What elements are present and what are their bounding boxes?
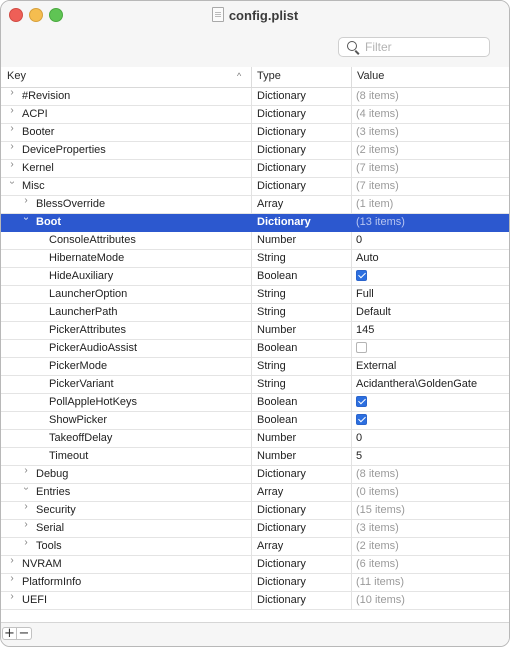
row-value[interactable]: (6 items) [356, 558, 399, 570]
row-key[interactable]: DeviceProperties [22, 144, 106, 156]
table-row[interactable] [1, 340, 509, 358]
checkbox-checked[interactable] [356, 396, 367, 407]
table-row[interactable] [1, 592, 509, 610]
table-row[interactable] [1, 394, 509, 412]
row-key[interactable]: Booter [22, 126, 55, 138]
column-divider [251, 394, 252, 412]
window-title: config.plist [228, 8, 299, 23]
column-header-value[interactable]: Value [357, 70, 385, 82]
column-divider [351, 160, 352, 178]
table-row[interactable] [1, 268, 509, 286]
row-type[interactable]: Number [257, 450, 297, 462]
row-value[interactable]: (2 items) [356, 540, 399, 552]
table-row[interactable] [1, 142, 509, 160]
row-value[interactable]: (4 items) [356, 108, 399, 120]
window-title-wrap [1, 7, 509, 23]
table-row[interactable] [1, 250, 509, 268]
row-key[interactable]: LauncherOption [49, 288, 128, 300]
document-icon [212, 7, 224, 22]
row-type[interactable]: String [257, 252, 286, 264]
table-row[interactable] [1, 538, 509, 556]
column-divider [251, 430, 252, 448]
row-type[interactable]: Array [257, 486, 284, 498]
table-header [1, 67, 509, 88]
column-divider [251, 304, 252, 322]
column-divider [251, 502, 252, 520]
column-divider [351, 196, 352, 214]
column-divider [351, 502, 352, 520]
disclosure-collapsed-icon[interactable]: › [10, 591, 14, 602]
column-header-type[interactable]: Type [257, 70, 281, 82]
row-value[interactable]: (0 items) [356, 486, 399, 498]
row-value[interactable]: (7 items) [356, 180, 399, 192]
row-value[interactable]: 0 [356, 432, 363, 444]
column-divider [351, 232, 352, 250]
row-key[interactable]: Entries [36, 486, 71, 498]
table-row[interactable] [1, 106, 509, 124]
plist-table [1, 67, 509, 622]
row-type[interactable]: Boolean [257, 414, 298, 426]
row-type[interactable]: Number [257, 234, 297, 246]
column-divider [251, 484, 252, 502]
row-key[interactable]: UEFI [22, 594, 48, 606]
row-type[interactable]: Dictionary [257, 522, 306, 534]
row-value[interactable]: 5 [356, 450, 363, 462]
disclosure-collapsed-icon[interactable]: › [24, 195, 28, 206]
checkbox-checked[interactable] [356, 270, 367, 281]
bottom-bar [1, 622, 509, 647]
row-key[interactable]: HideAuxiliary [49, 270, 114, 282]
row-value[interactable]: (3 items) [356, 522, 399, 534]
column-divider [251, 160, 252, 178]
row-type[interactable]: Dictionary [257, 126, 306, 138]
column-divider [251, 178, 252, 196]
column-divider [251, 124, 252, 142]
row-key[interactable]: ConsoleAttributes [49, 234, 136, 246]
toolbar [1, 29, 509, 68]
row-key[interactable]: NVRAM [22, 558, 62, 570]
row-value[interactable]: (8 items) [356, 90, 399, 102]
column-divider [251, 538, 252, 556]
table-row[interactable] [1, 376, 509, 394]
checkbox-checked[interactable] [356, 414, 367, 425]
row-key[interactable]: Misc [22, 180, 45, 192]
column-divider [251, 196, 252, 214]
row-key[interactable]: PickerMode [49, 360, 108, 372]
checkbox-unchecked[interactable] [356, 342, 367, 353]
table-row[interactable] [1, 160, 509, 178]
sort-ascending-icon[interactable]: ^ [237, 71, 242, 81]
row-key[interactable]: Boot [36, 216, 62, 228]
disclosure-expanded-icon[interactable]: › [20, 216, 32, 221]
row-type[interactable]: String [257, 360, 286, 372]
column-divider [351, 574, 352, 592]
disclosure-collapsed-icon[interactable]: › [10, 141, 14, 152]
table-rows [1, 88, 509, 610]
disclosure-collapsed-icon[interactable]: › [24, 537, 28, 548]
column-divider [351, 538, 352, 556]
column-divider [251, 250, 252, 268]
table-row[interactable] [1, 556, 509, 574]
column-divider [351, 124, 352, 142]
column-divider [251, 592, 252, 610]
column-divider [251, 268, 252, 286]
row-key[interactable]: Serial [36, 522, 65, 534]
table-row[interactable] [1, 574, 509, 592]
disclosure-collapsed-icon[interactable]: › [24, 465, 28, 476]
column-divider [251, 214, 252, 232]
table-row[interactable] [1, 124, 509, 142]
title-bar [1, 1, 509, 29]
column-divider [251, 574, 252, 592]
disclosure-collapsed-icon[interactable]: › [24, 519, 28, 530]
column-divider [351, 178, 352, 196]
row-value[interactable]: (11 items) [356, 576, 405, 588]
table-row[interactable] [1, 448, 509, 466]
remove-item-button[interactable]: − [17, 627, 32, 640]
column-divider [351, 448, 352, 466]
column-divider [251, 322, 252, 340]
row-value[interactable]: (15 items) [356, 504, 405, 516]
table-row[interactable] [1, 286, 509, 304]
column-divider [351, 484, 352, 502]
row-type[interactable]: Dictionary [257, 216, 311, 228]
search-field[interactable] [338, 37, 490, 57]
disclosure-collapsed-icon[interactable]: › [10, 105, 14, 116]
table-row[interactable] [1, 412, 509, 430]
column-divider [351, 358, 352, 376]
row-type[interactable]: Dictionary [257, 468, 306, 480]
row-type[interactable]: String [257, 306, 286, 318]
column-divider [251, 358, 252, 376]
column-divider [351, 340, 352, 358]
column-divider [251, 466, 252, 484]
disclosure-collapsed-icon[interactable]: › [10, 159, 14, 170]
row-key[interactable]: Debug [36, 468, 69, 480]
table-row[interactable] [1, 196, 509, 214]
row-key[interactable]: HibernateMode [49, 252, 125, 264]
column-divider [351, 592, 352, 610]
row-key[interactable]: Tools [36, 540, 62, 552]
table-row[interactable] [1, 322, 509, 340]
search-icon [347, 41, 357, 51]
row-value[interactable]: External [356, 360, 397, 372]
row-value[interactable]: (2 items) [356, 144, 399, 156]
column-divider [351, 520, 352, 538]
row-value[interactable]: Full [356, 288, 374, 300]
column-divider[interactable] [251, 67, 252, 87]
row-key[interactable]: PollAppleHotKeys [49, 396, 138, 408]
table-row[interactable] [1, 484, 509, 502]
column-divider [351, 268, 352, 286]
row-key[interactable]: TakeoffDelay [49, 432, 113, 444]
column-divider [351, 142, 352, 160]
row-key[interactable]: PickerVariant [49, 378, 114, 390]
table-row[interactable] [1, 304, 509, 322]
column-divider [251, 376, 252, 394]
disclosure-collapsed-icon[interactable]: › [10, 555, 14, 566]
column-divider [251, 340, 252, 358]
row-type[interactable]: Dictionary [257, 144, 306, 156]
row-key[interactable]: PickerAttributes [49, 324, 127, 336]
table-row[interactable] [1, 358, 509, 376]
row-key[interactable]: PickerAudioAssist [49, 342, 138, 354]
row-value[interactable]: Auto [356, 252, 379, 264]
table-row[interactable] [1, 466, 509, 484]
row-type[interactable]: Boolean [257, 396, 298, 408]
table-row[interactable] [1, 214, 509, 232]
row-key[interactable]: BlessOverride [36, 198, 106, 210]
row-value[interactable] [356, 414, 506, 428]
disclosure-collapsed-icon[interactable]: › [10, 87, 14, 98]
column-divider [251, 88, 252, 106]
row-key[interactable]: #Revision [22, 90, 71, 102]
row-type[interactable]: Number [257, 324, 297, 336]
table-row[interactable] [1, 232, 509, 250]
add-item-button[interactable]: + [2, 627, 17, 640]
filter-input[interactable] [365, 39, 483, 54]
row-value[interactable]: 145 [356, 324, 375, 336]
row-type[interactable]: Dictionary [257, 594, 306, 606]
row-type[interactable]: Boolean [257, 342, 298, 354]
row-value[interactable]: (10 items) [356, 594, 405, 606]
row-value[interactable]: 0 [356, 234, 363, 246]
column-header-key[interactable]: Key [7, 70, 26, 82]
row-value[interactable]: (3 items) [356, 126, 399, 138]
row-key[interactable]: Kernel [22, 162, 54, 174]
column-divider [251, 232, 252, 250]
column-divider [251, 448, 252, 466]
table-row[interactable] [1, 520, 509, 538]
row-key[interactable]: PlatformInfo [22, 576, 82, 588]
column-divider [351, 106, 352, 124]
table-row[interactable] [1, 430, 509, 448]
row-value[interactable]: (7 items) [356, 162, 399, 174]
row-value[interactable]: (8 items) [356, 468, 399, 480]
row-type[interactable]: Dictionary [257, 504, 306, 516]
row-type[interactable]: String [257, 378, 286, 390]
column-divider [351, 250, 352, 268]
column-divider [351, 466, 352, 484]
column-divider[interactable] [351, 67, 352, 87]
row-type[interactable]: Number [257, 432, 297, 444]
table-row[interactable] [1, 178, 509, 196]
row-type[interactable]: Dictionary [257, 180, 306, 192]
column-divider [351, 286, 352, 304]
disclosure-expanded-icon[interactable]: › [20, 486, 32, 491]
column-divider [251, 286, 252, 304]
column-divider [351, 394, 352, 412]
column-divider [351, 214, 352, 232]
column-divider [251, 556, 252, 574]
column-divider [351, 304, 352, 322]
column-divider [351, 376, 352, 394]
row-type[interactable]: Dictionary [257, 576, 306, 588]
row-type[interactable]: Dictionary [257, 108, 306, 120]
column-divider [351, 88, 352, 106]
row-type[interactable]: Dictionary [257, 90, 306, 102]
row-value[interactable]: (13 items) [356, 216, 405, 228]
column-divider [251, 106, 252, 124]
row-type[interactable]: String [257, 288, 286, 300]
row-key[interactable]: Security [36, 504, 76, 516]
column-divider [351, 430, 352, 448]
row-value[interactable]: Default [356, 306, 391, 318]
row-type[interactable]: Dictionary [257, 558, 306, 570]
row-key[interactable]: Timeout [49, 450, 89, 462]
column-divider [351, 556, 352, 574]
row-value[interactable] [356, 342, 506, 356]
row-type[interactable]: Array [257, 540, 284, 552]
row-value[interactable]: (1 item) [356, 198, 394, 210]
column-divider [251, 520, 252, 538]
row-key[interactable]: ShowPicker [49, 414, 108, 426]
column-divider [351, 412, 352, 430]
row-value[interactable]: Acidanthera\GoldenGate [356, 378, 478, 390]
row-key[interactable]: ACPI [22, 108, 48, 120]
column-divider [351, 322, 352, 340]
disclosure-collapsed-icon[interactable]: › [24, 501, 28, 512]
row-type[interactable]: Array [257, 198, 284, 210]
row-key[interactable]: LauncherPath [49, 306, 118, 318]
row-type[interactable]: Boolean [257, 270, 298, 282]
disclosure-expanded-icon[interactable]: › [6, 180, 18, 185]
table-row[interactable] [1, 88, 509, 106]
disclosure-collapsed-icon[interactable]: › [10, 573, 14, 584]
column-divider [251, 142, 252, 160]
row-value[interactable] [356, 396, 506, 410]
row-type[interactable]: Dictionary [257, 162, 306, 174]
disclosure-collapsed-icon[interactable]: › [10, 123, 14, 134]
column-divider [251, 412, 252, 430]
table-row[interactable] [1, 502, 509, 520]
row-value[interactable] [356, 270, 506, 284]
